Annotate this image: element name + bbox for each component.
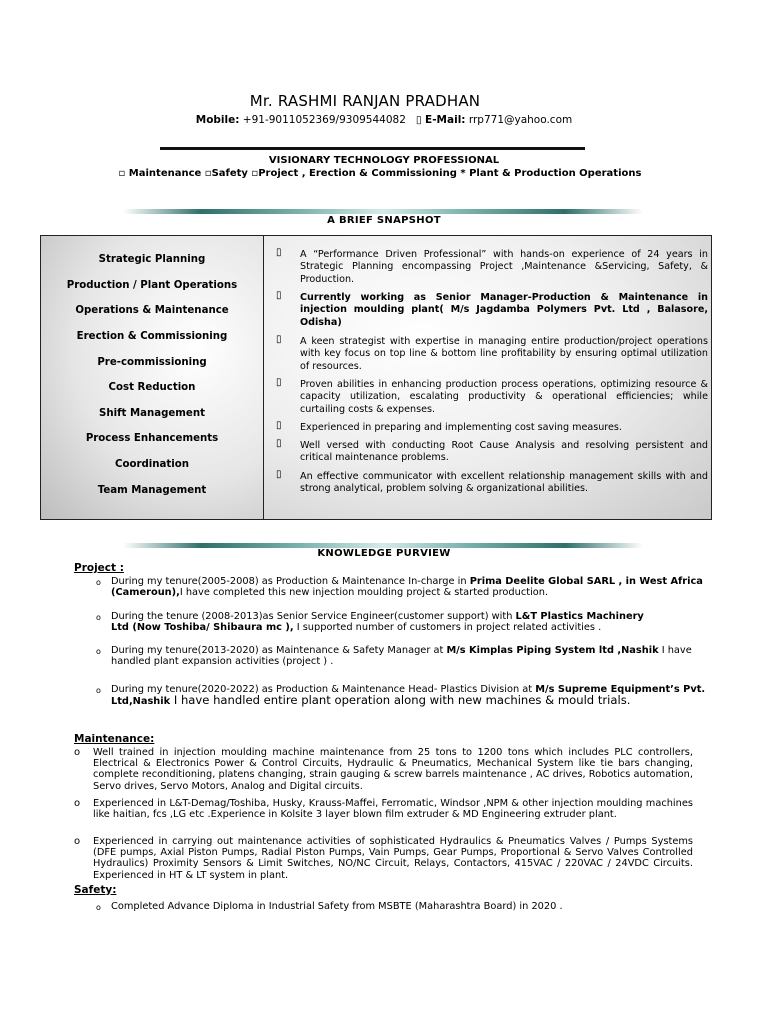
project-label: Project :	[74, 562, 124, 574]
skill-item: Erection & Commissioning	[76, 331, 228, 342]
skill-item: Pre-commissioning	[97, 357, 207, 368]
highlight-text: A “Performance Driven Professional” with hands-on experience of 24 years in Strategic Planning encompassing Project ,Maintenance &Servicing, Safety, & Production.	[300, 249, 708, 285]
separator-icon: ▯	[415, 114, 422, 126]
skill-item: Team Management	[97, 485, 207, 496]
bullet-icon: ▯	[276, 438, 282, 449]
email-address: rrp771@yahoo.com	[465, 114, 573, 126]
bullet-icon: ▯	[276, 469, 282, 480]
highlight-text: Well versed with conducting Root Cause Analysis and resolving persistent and critical maintenance problems.	[300, 440, 708, 464]
maintenance-item: Experienced in L&T-Demag/Toshiba, Husky, Krauss-Maffei, Ferromatic, Windsor ,NPM & other injection moulding machines like haitian, fcs ,LG etc .Experience in Kolsite 3 layer blown film extruder & MD Engineering extruder plant.	[93, 798, 693, 821]
project-text: During my tenure(2020-2022) as Production & Maintenance Head- Plastics Division at	[111, 684, 536, 695]
professional-title: VISIONARY TECHNOLOGY PROFESSIONAL	[268, 155, 500, 166]
skill-item: Cost Reduction	[108, 382, 196, 393]
knowledge-heading: KNOWLEDGE PURVIEW	[317, 548, 451, 559]
skill-item: Coordination	[114, 459, 190, 470]
circle-bullet-icon: o	[96, 903, 101, 912]
bullet-icon: ▯	[276, 420, 282, 431]
skill-item: Operations & Maintenance	[75, 305, 229, 316]
project-item	[111, 684, 711, 707]
project-item	[111, 576, 711, 598]
snapshot-heading: A BRIEF SNAPSHOT	[327, 215, 441, 226]
maintenance-item: Well trained in injection moulding machine maintenance from 25 tons to 1200 tons which includes PLC controllers, Electrical & Electronics Power & Control Circuits, Hydraulic & Pneumatics, Mechanical System like tie bars changing, complete reconditioning, platens changing, strain gauging & screw barrels maintenance , AC drives, Robotics automation, Servo drives, Servo Motors, Analog and Digital circuits.	[93, 747, 693, 792]
bullet-icon: ▯	[276, 290, 282, 301]
project-company: M/s Kimplas Piping System ltd ,Nashik	[446, 645, 659, 656]
skill-item: Process Enhancements	[85, 433, 219, 444]
header-rule	[160, 147, 585, 150]
project-company: Prima Deelite Global SARL , in West Africa (Cameroun),	[111, 576, 703, 598]
project-text: During the tenure (2008-2013)as Senior Service Engineer(customer support) with	[111, 611, 516, 622]
snapshot-box	[40, 235, 712, 520]
email-label: E-Mail:	[425, 114, 466, 126]
project-text: I have handled plant expansion activities (project ) .	[111, 645, 692, 667]
section-divider-snapshot	[123, 209, 643, 214]
bullet-icon: ▯	[276, 247, 282, 258]
circle-bullet-icon: o	[96, 613, 101, 622]
project-text: I have completed this new injection moulding project & started production.	[179, 587, 549, 598]
project-text: During my tenure(2013-2020) as Maintenance & Safety Manager at	[111, 645, 447, 656]
maintenance-item: Experienced in carrying out maintenance activities of sophisticated Hydraulics & Pneumatics Valves / Pumps Systems (DFE pumps, Axial Piston Pumps, Radial Piston Pumps, Vain Pumps, Gear Pumps, Proportional & Servo Valves Controlled Hydraulics) Proximity Sensors & Limit Switches, NO/NC Circuit, Relays, Contactors, 415VAC / 220VAC / 24VDC Circuits. Experienced in HT & LT system in plant.	[93, 836, 693, 881]
circle-bullet-icon: o	[74, 836, 81, 847]
circle-bullet-icon: o	[96, 686, 101, 695]
safety-item: Completed Advance Diploma in Industrial Safety from MSBTE (Maharashtra Board) in 2020 .	[111, 901, 563, 912]
bullet-icon: ▯	[276, 377, 282, 388]
project-item	[111, 611, 651, 633]
contact-line	[0, 114, 768, 126]
circle-bullet-icon: o	[74, 747, 81, 758]
bullet-icon: ▯	[276, 334, 282, 345]
project-company: L&T Plastics Machinery Ltd (Now Toshiba/ Shibaura mc ),	[111, 611, 644, 633]
highlight-text: A keen strategist with expertise in managing entire production/project operations with key focus on top line & bottom line profitability by ensuring optimal utilization of resources.	[300, 336, 708, 372]
skill-item: Production / Plant Operations	[66, 280, 238, 291]
skills-panel	[41, 236, 264, 519]
mobile-label: Mobile:	[195, 114, 240, 126]
highlights-panel	[264, 236, 711, 519]
candidate-name: Mr. RASHMI RANJAN PRADHAN	[249, 92, 481, 110]
project-text: During my tenure(2005-2008) as Production & Maintenance In-charge in	[111, 576, 470, 587]
highlight-text: An effective communicator with excellent relationship management skills with and strong analytical, problem solving & organizational abilities.	[300, 471, 708, 495]
highlight-text: Experienced in preparing and implementing cost saving measures.	[300, 422, 622, 433]
maintenance-label: Maintenance:	[74, 733, 155, 745]
mobile-number: +91-9011052369/9309544082	[239, 114, 406, 126]
project-company: M/s Supreme Equipment’s Pvt. Ltd,Nashik	[111, 684, 706, 707]
circle-bullet-icon: o	[96, 647, 101, 656]
highlight-text: Currently working as Senior Manager-Production & Maintenance in injection moulding plant( M/s Jagdamba Polymers Pvt. Ltd , Balasore, Odisha)	[300, 292, 708, 328]
circle-bullet-icon: o	[74, 798, 81, 809]
focus-areas-tagline: ▫ Maintenance ▫Safety ▫Project , Erection & Commissioning * Plant & Production Operations	[118, 168, 642, 179]
skill-item: Shift Management	[99, 408, 205, 419]
project-item	[111, 645, 701, 667]
project-text: I supported number of customers in project related activities .	[293, 622, 602, 633]
project-text: I have handled entire plant operation along with new machines & mould trials.	[170, 693, 631, 707]
circle-bullet-icon: o	[96, 578, 101, 587]
safety-label: Safety:	[74, 884, 117, 896]
highlight-text: Proven abilities in enhancing production process operations, optimizing resource & capacity utilization, escalating productivity & operational efficiencies; while curtailing costs & expenses.	[300, 379, 708, 415]
skill-item: Strategic Planning	[98, 254, 206, 265]
